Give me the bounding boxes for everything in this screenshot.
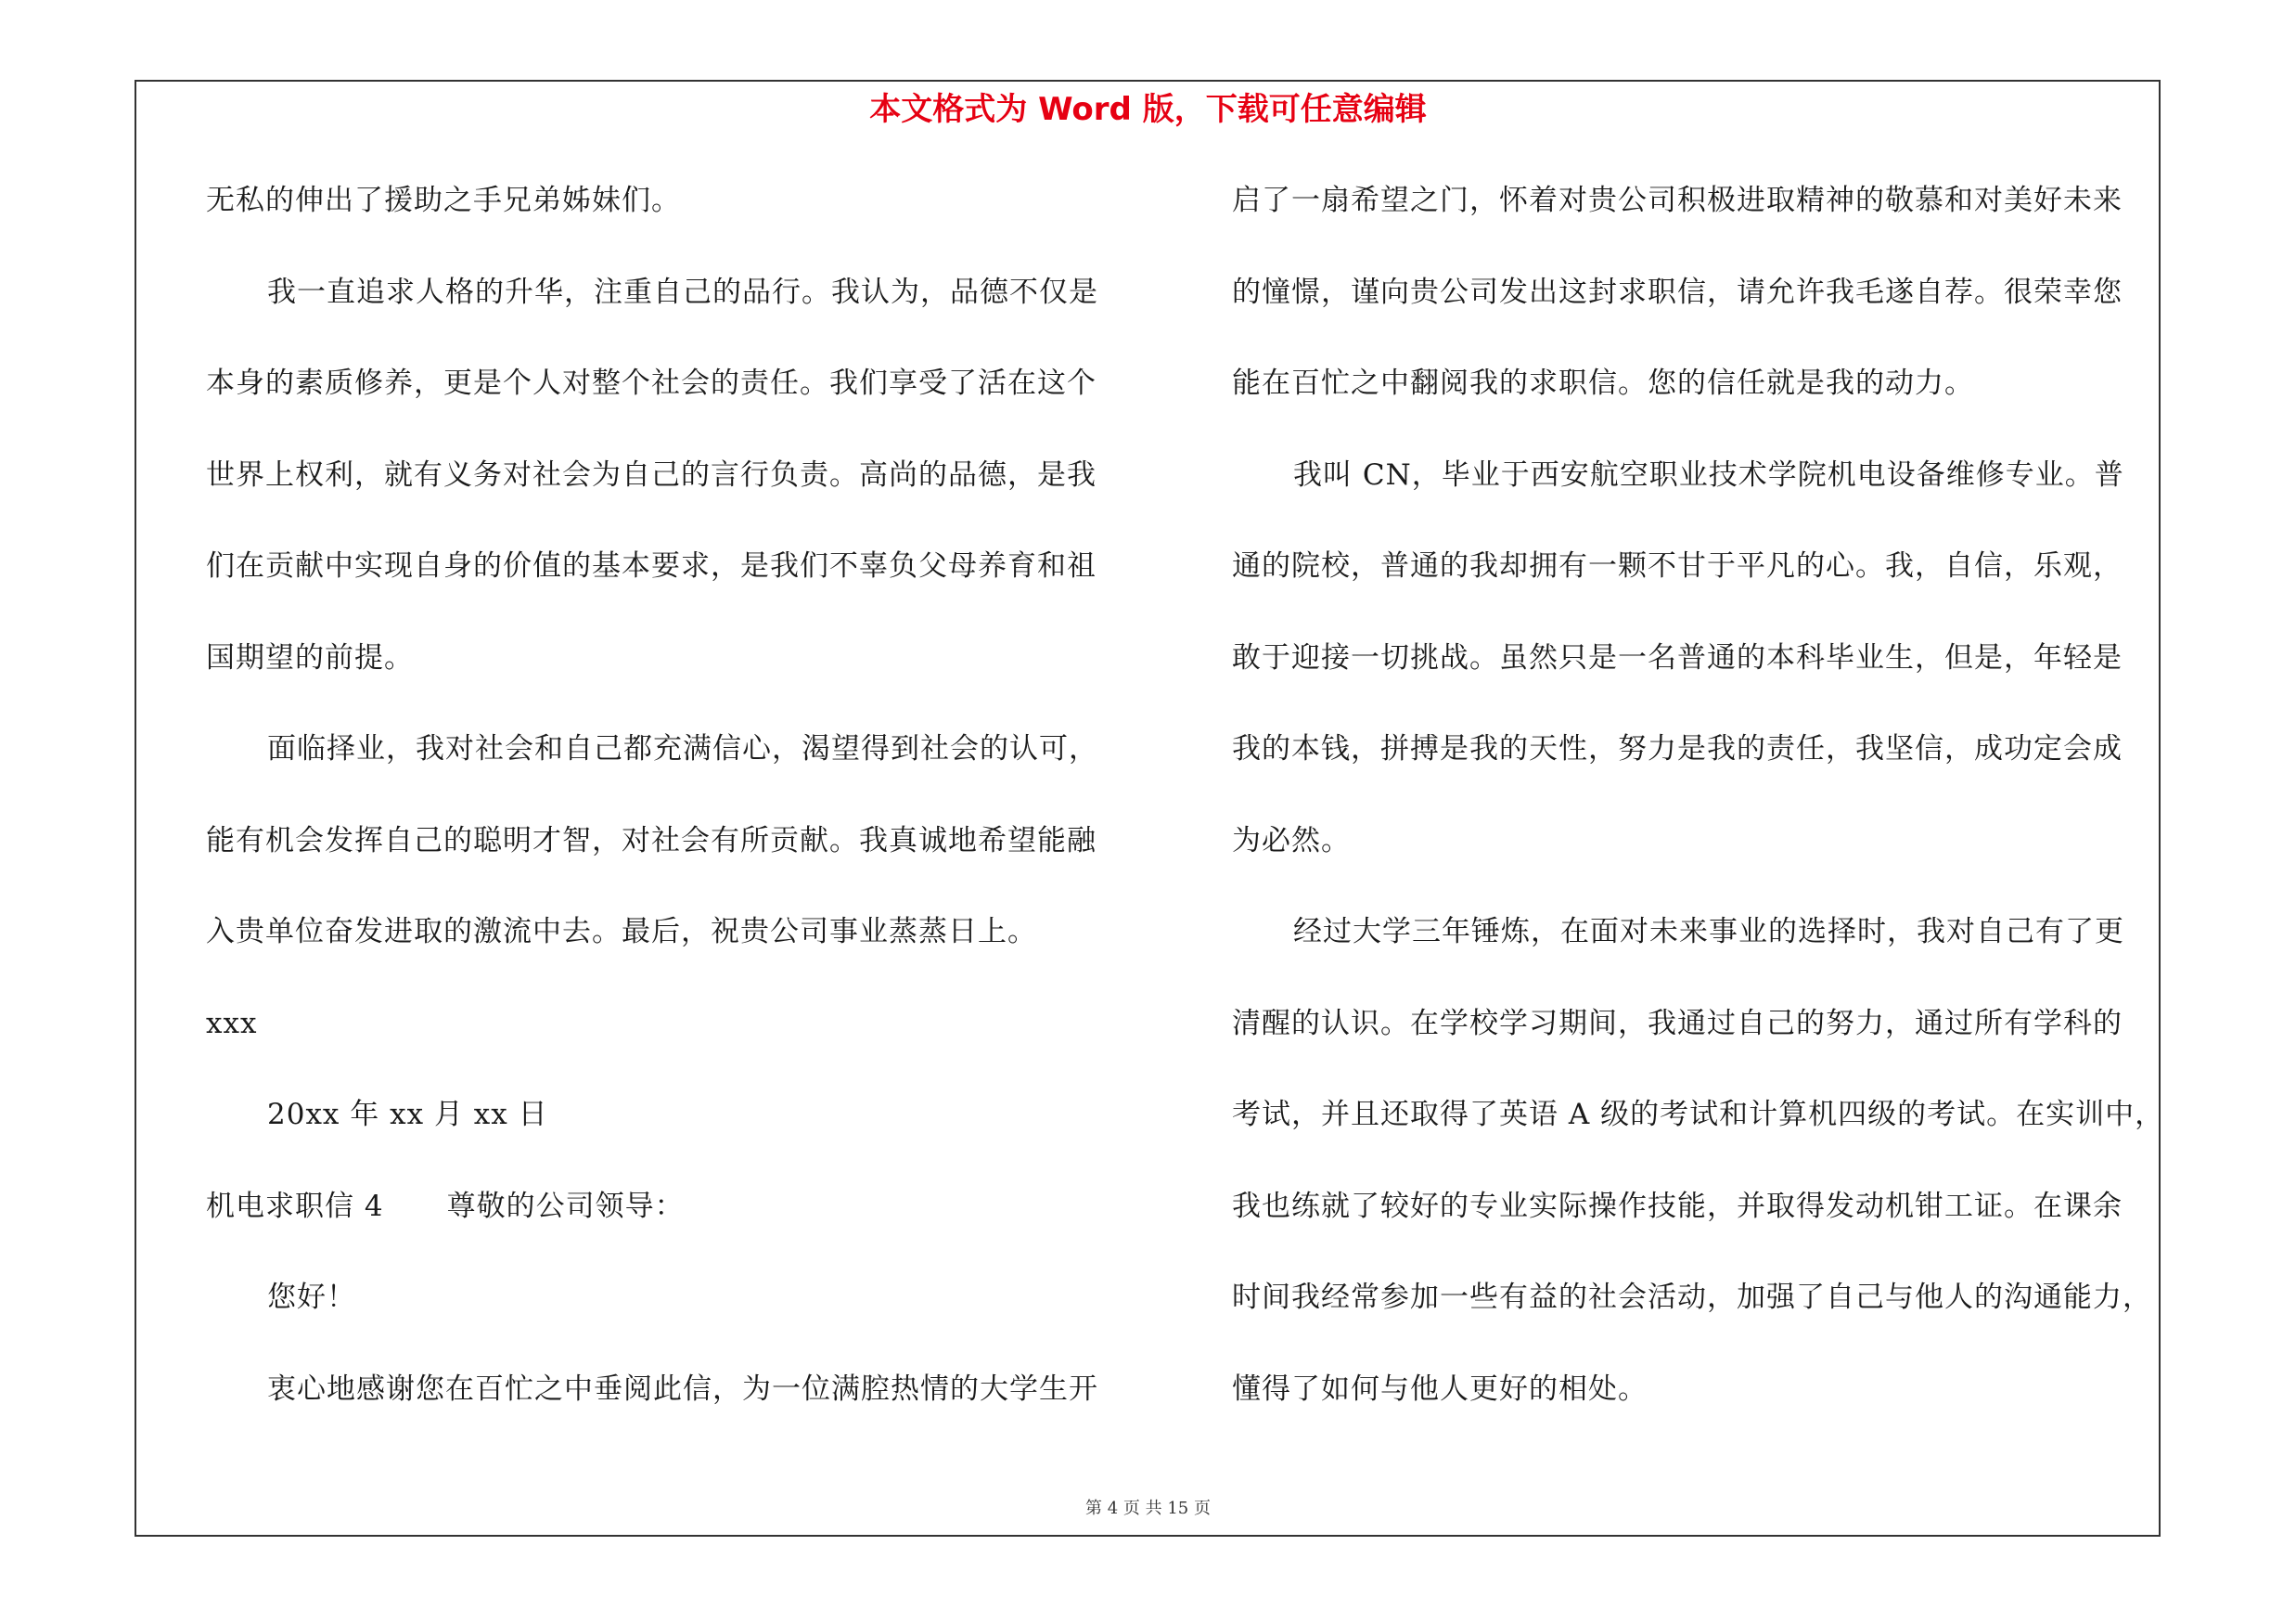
left-column [206, 182, 1134, 1462]
text-line: 世界上权利，就有义务对社会为自己的言行负责。高尚的品德，是我 [206, 457, 1097, 492]
right-column [1232, 182, 2169, 1462]
text-line: 通的院校，普通的我却拥有一颗不甘于平凡的心。我，自信，乐观， [1232, 549, 2123, 583]
text-line: 本身的素质修养，更是个人对整个社会的责任。我们享受了活在这个 [206, 367, 1097, 400]
format-banner: 本文格式为 Word 版，下载可任意编辑 [869, 91, 1427, 128]
salutation: 尊敬的公司领导： [446, 1189, 685, 1223]
signature-name: xxx [206, 1006, 258, 1040]
text-line: 清醒的认识。在学校学习期间，我通过自己的努力，通过所有学科的 [1232, 1006, 2123, 1040]
text-line: 我叫 CN，毕业于西安航空职业技术学院机电设备维修专业。普 [1293, 457, 2124, 492]
text-line: 能在百忙之中翻阅我的求职信。您的信任就是我的动力。 [1232, 367, 1974, 400]
text-line: 的憧憬，谨向贵公司发出这封求职信，请允许我毛遂自荐。很荣幸您 [1232, 275, 2123, 309]
text-line: 启了一扇希望之门，怀着对贵公司积极进取精神的敬慕和对美好未来 [1232, 184, 2123, 217]
text-line: 入贵单位奋发进取的激流中去。最后，祝贵公司事业蒸蒸日上。 [206, 915, 1037, 948]
signature-date: 20xx 年 xx 月 xx 日 [267, 1098, 548, 1131]
text-line: 考试，并且还取得了英语 A 级的考试和计算机四级的考试。在实训中， [1232, 1098, 2165, 1131]
text-line: 无私的伸出了援助之手兄弟姊妹们。 [206, 184, 681, 217]
section-title: 机电求职信 4 [206, 1189, 384, 1223]
text-line: 懂得了如何与他人更好的相处。 [1232, 1372, 1648, 1406]
text-line: 面临择业，我对社会和自己都充满信心，渴望得到社会的认可， [267, 732, 1098, 766]
text-line: 我的本钱，拼搏是我的天性，努力是我的责任，我坚信，成功定会成 [1232, 732, 2123, 766]
text-line: 我一直追求人格的升华，注重自己的品行。我认为，品德不仅是 [267, 275, 1098, 309]
text-line: 经过大学三年锤炼，在面对未来事业的选择时，我对自己有了更 [1293, 915, 2124, 948]
text-line: 衷心地感谢您在百忙之中垂阅此信，为一位满腔热情的大学生开 [267, 1372, 1098, 1406]
greeting: 您好！ [267, 1281, 356, 1314]
text-line: 能有机会发挥自己的聪明才智，对社会有所贡献。我真诚地希望能融 [206, 823, 1097, 857]
text-line: 时间我经常参加一些有益的社会活动，加强了自己与他人的沟通能力， [1232, 1281, 2152, 1314]
section-heading-line [206, 1188, 1134, 1280]
text-line: 们在贡献中实现自身的价值的基本要求，是我们不辜负父母养育和祖 [206, 549, 1097, 583]
text-line: 敢于迎接一切挑战。虽然只是一名普通的本科毕业生，但是，年轻是 [1232, 640, 2123, 675]
text-line: 国期望的前提。 [206, 640, 414, 675]
text-line: 我也练就了较好的专业实际操作技能，并取得发动机钳工证。在课余 [1232, 1189, 2123, 1223]
text-line: 为必然。 [1232, 823, 1351, 857]
page-number: 第 4 页 共 15 页 [1085, 1499, 1211, 1518]
